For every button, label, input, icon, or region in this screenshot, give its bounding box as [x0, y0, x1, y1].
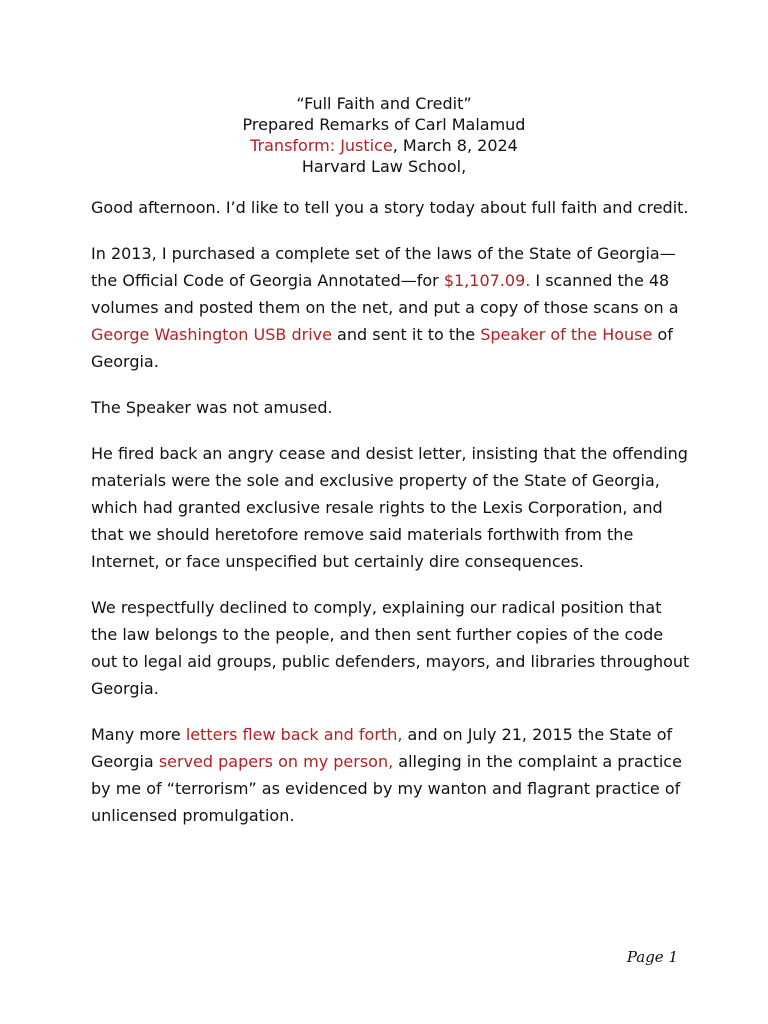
speaker-link[interactable]: Speaker of the House: [480, 325, 653, 344]
usb-drive-link[interactable]: George Washington USB drive: [91, 325, 332, 344]
page-number: Page 1: [626, 948, 678, 966]
event-link[interactable]: Transform: Justice: [250, 136, 393, 155]
letters-link[interactable]: letters flew back and forth,: [185, 725, 403, 744]
price-link[interactable]: $1,107.09.: [443, 271, 531, 290]
paragraph-6-text-2: and on July 21, 2015 the State of Georgia: [91, 725, 673, 771]
served-papers-link[interactable]: served papers on my person,: [158, 752, 394, 771]
paragraph-2: [91, 240, 691, 375]
speech-title: “Full Faith and Credit”: [296, 94, 472, 113]
document-header: [0, 93, 768, 177]
paragraph-2-text-1: In 2013, I purchased a complete set of the laws of the State of Georgia— the Official Code of Georgia Annotated—for: [91, 244, 676, 290]
venue-line: Harvard Law School,: [301, 157, 467, 176]
paragraph-6-text-1: Many more: [91, 725, 186, 744]
paragraph-2-text-4: of Georgia.: [91, 325, 673, 371]
paragraph-6: [91, 721, 691, 829]
paragraph-5: We respectfully declined to comply, explaining our radical position that the law belongs to the people, and then sent further copies of the code out to legal aid groups, public defenders, mayors, and libraries throughout Georgia.: [91, 598, 690, 698]
paragraph-1: Good afternoon. I’d like to tell you a story today about full faith and credit.: [91, 198, 689, 217]
speech-body: [91, 194, 691, 848]
paragraph-2-text-3: and sent it to the: [331, 325, 481, 344]
event-line: [0, 135, 768, 156]
paragraph-3: The Speaker was not amused.: [91, 398, 333, 417]
paragraph-2-text-2: I scanned the 48 volumes and posted them on the net, and put a copy of those scans on a: [91, 271, 679, 317]
paragraph-4: He fired back an angry cease and desist letter, insisting that the offending materials were the sole and exclusive property of the State of Georgia, which had granted exclusive resale rights to the Lexis Corporation, and that we should heretofore remove said materials forthwith from the Internet, or face unspecified but certainly dire consequences.: [91, 444, 688, 571]
paragraph-6-text-3: alleging in the complaint a practice by me of “terrorism” as evidenced by my wanton and flagrant practice of unlicensed promulgation.: [91, 752, 682, 825]
event-date: , March 8, 2024: [392, 136, 518, 155]
speech-subtitle: Prepared Remarks of Carl Malamud: [242, 115, 526, 134]
